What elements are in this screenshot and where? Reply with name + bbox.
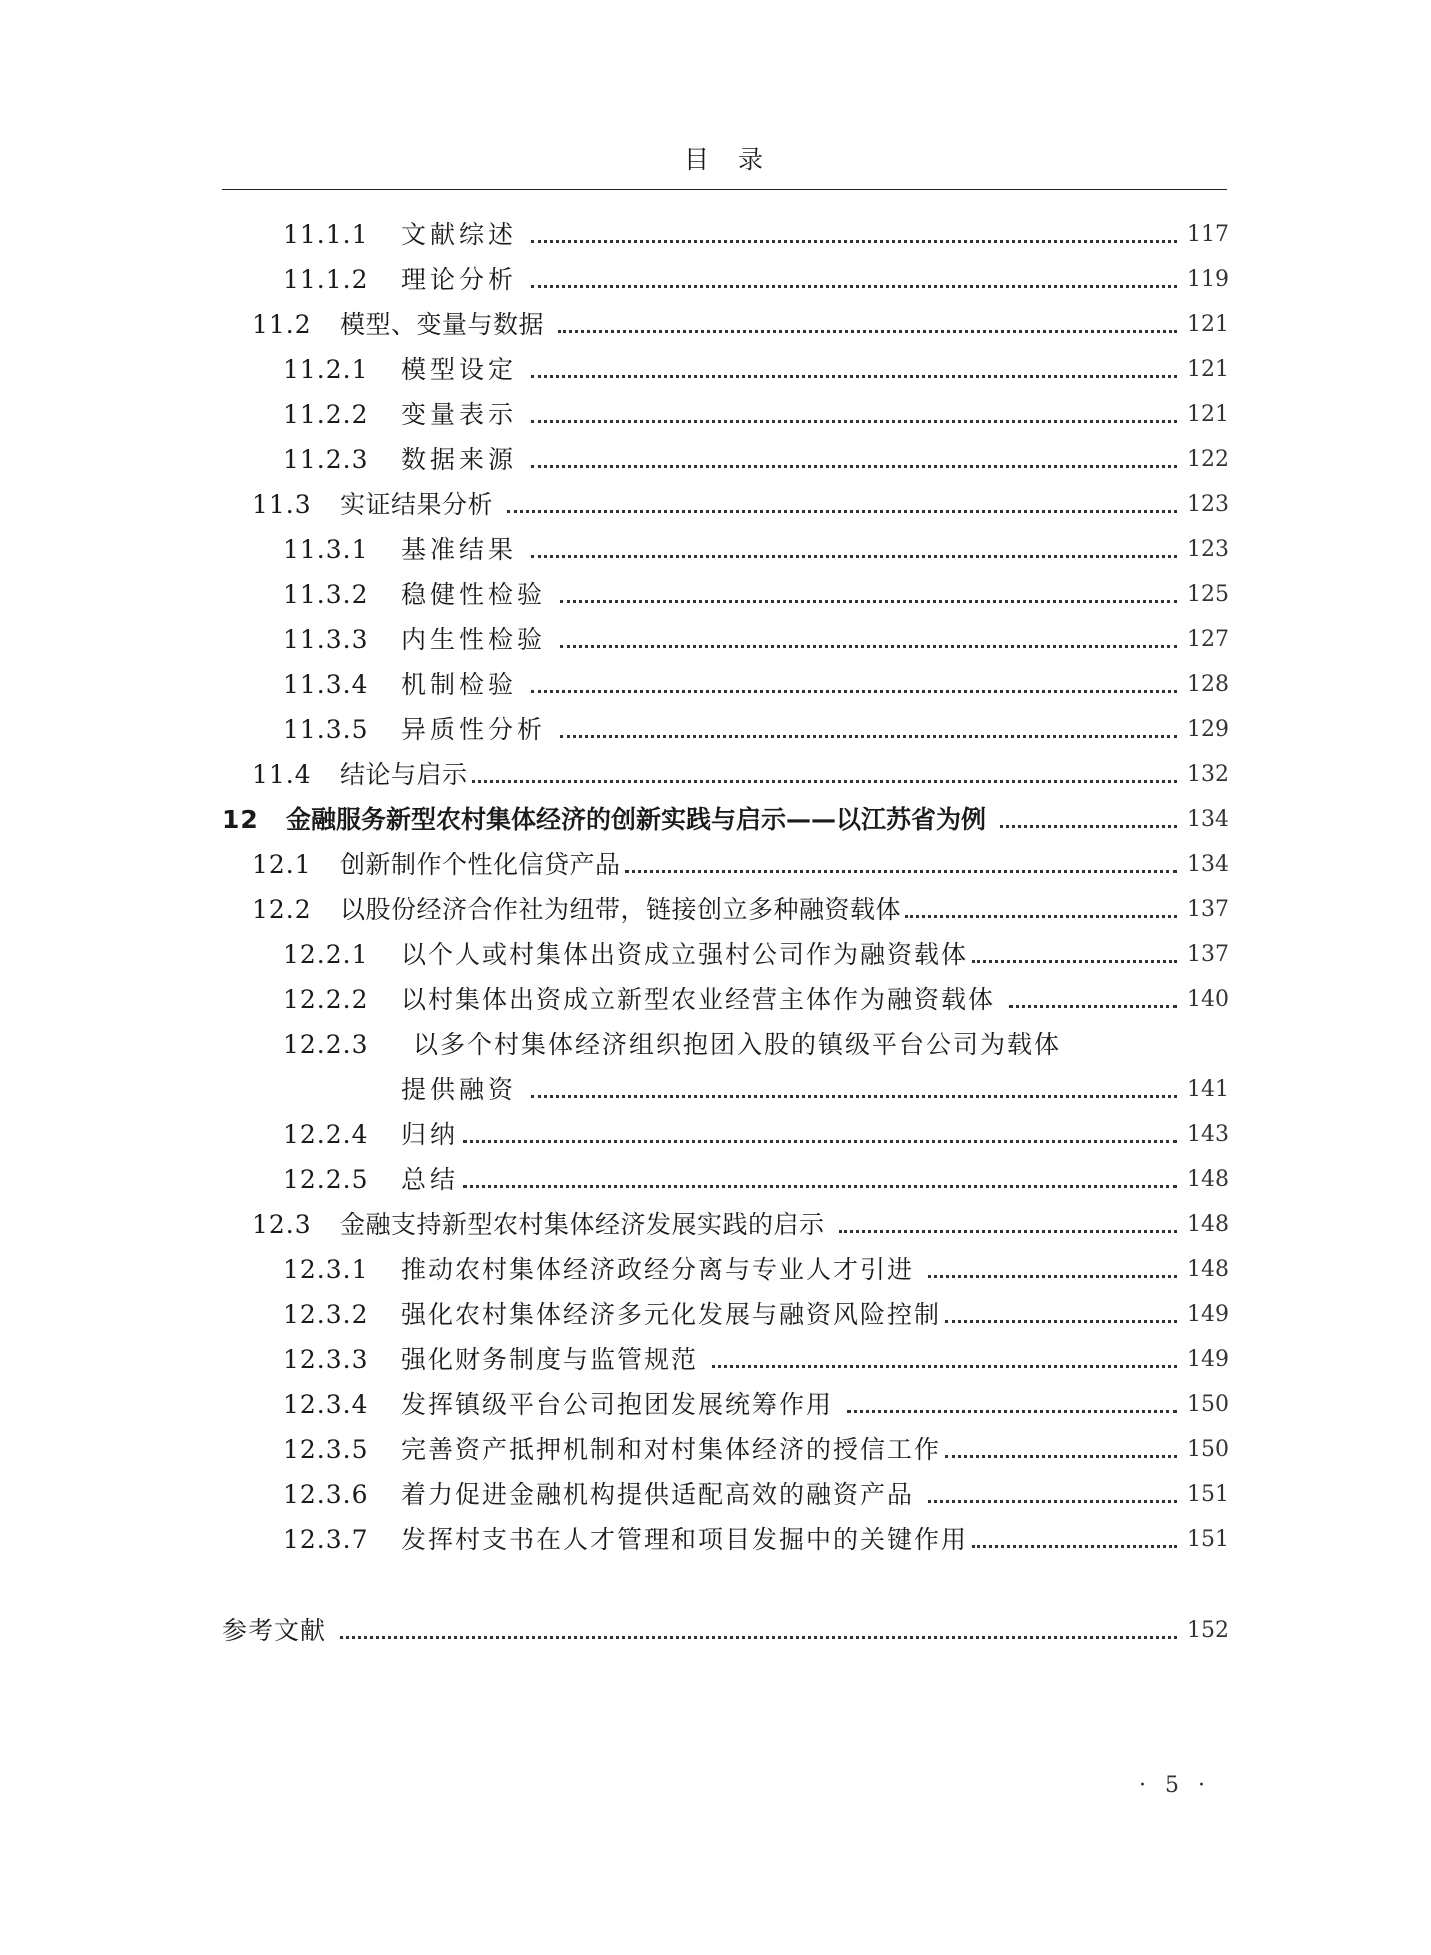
entry-number: 12.2.5 — [283, 1165, 369, 1194]
entry-number: 12.3.4 — [283, 1390, 369, 1419]
entry-title: 模型设定 — [401, 355, 518, 384]
toc-entry[interactable] — [283, 578, 1227, 612]
toc-entry[interactable] — [283, 623, 1227, 657]
dot-leader — [531, 555, 1177, 558]
entry-title: 强化农村集体经济多元化发展与融资风险控制 — [401, 1300, 942, 1329]
entry-number: 11.3.4 — [283, 670, 369, 699]
entry-page: 119 — [1187, 267, 1229, 292]
entry-title: 以股份经济合作社为纽带，链接创立多种融资载体 — [340, 895, 902, 924]
entry-title: 推动农村集体经济政经分离与专业人才引进 — [401, 1255, 915, 1284]
entry-page: 121 — [1187, 402, 1229, 427]
toc-entry[interactable] — [252, 893, 1227, 927]
dot-leader — [558, 330, 1177, 333]
entry-page: 127 — [1187, 627, 1229, 652]
entry-number: 12.3 — [252, 1210, 312, 1239]
dot-leader — [972, 960, 1177, 963]
entry-number: 12.2.2 — [283, 985, 369, 1014]
chapter-title: 金融服务新型农村集体经济的创新实践与启示——以江苏省为例 — [286, 805, 987, 834]
dot-leader — [340, 1636, 1177, 1639]
header-rule — [222, 189, 1227, 190]
toc-entry[interactable] — [283, 1163, 1227, 1197]
entry-title: 稳健性检验 — [401, 580, 547, 609]
dot-leader — [945, 1455, 1177, 1458]
entry-title: 内生性检验 — [401, 625, 547, 654]
entry-number: 11.2.3 — [283, 445, 369, 474]
entry-page: 122 — [1187, 447, 1229, 472]
toc-entry[interactable] — [283, 938, 1227, 972]
entry-title: 以个人或村集体出资成立强村公司作为融资载体 — [401, 940, 969, 969]
toc-entry[interactable] — [283, 1118, 1227, 1152]
dot-leader — [1009, 1005, 1177, 1008]
entry-number: 12.3.5 — [283, 1435, 369, 1464]
toc-entry[interactable] — [283, 218, 1227, 252]
toc-entry[interactable] — [283, 1343, 1227, 1377]
dot-leader — [712, 1365, 1177, 1368]
entry-number: 12.3.2 — [283, 1300, 369, 1329]
toc-entry[interactable] — [283, 1388, 1227, 1422]
entry-title: 以多个村集体经济组织抱团入股的镇级平台公司为载体 — [412, 1030, 1061, 1059]
entry-number: 11.2.2 — [283, 400, 369, 429]
entry-title-continued: 提供融资 — [401, 1075, 518, 1104]
entry-number: 11.3.2 — [283, 580, 369, 609]
entry-number: 12.2.1 — [283, 940, 369, 969]
running-header — [222, 140, 1227, 176]
entry-page: 148 — [1187, 1257, 1229, 1282]
dot-leader — [531, 240, 1177, 243]
entry-number: 11.3.1 — [283, 535, 369, 564]
entry-title: 实证结果分析 — [340, 490, 494, 519]
entry-number: 11.3.3 — [283, 625, 369, 654]
entry-page: 123 — [1187, 537, 1229, 562]
entry-title: 基准结果 — [401, 535, 518, 564]
dot-leader — [928, 1275, 1177, 1278]
entry-title: 异质性分析 — [401, 715, 547, 744]
toc-references-entry[interactable] — [222, 1614, 1227, 1648]
entry-page: 134 — [1187, 807, 1229, 832]
dot-leader — [560, 600, 1177, 603]
chapter-number: 12 — [222, 805, 259, 834]
entry-page: 117 — [1187, 222, 1229, 247]
toc-entry[interactable] — [283, 443, 1227, 477]
dot-leader — [463, 1185, 1177, 1188]
toc-entry[interactable] — [283, 1433, 1227, 1467]
entry-number: 12.2.4 — [283, 1120, 369, 1149]
entry-number: 11.4 — [252, 760, 312, 789]
toc-entry[interactable] — [283, 353, 1227, 387]
toc-entry[interactable] — [252, 1208, 1227, 1242]
entry-page: 152 — [1187, 1618, 1229, 1643]
toc-entry[interactable] — [401, 1073, 1227, 1107]
dot-leader — [531, 420, 1177, 423]
dot-leader — [839, 1230, 1177, 1233]
toc-entry[interactable] — [252, 488, 1227, 522]
entry-page: 140 — [1187, 987, 1229, 1012]
entry-number: 12.1 — [252, 850, 312, 879]
entry-title: 归纳 — [401, 1120, 460, 1149]
entry-number: 11.3 — [252, 490, 312, 519]
entry-page: 132 — [1187, 762, 1229, 787]
entry-page: 151 — [1187, 1482, 1229, 1507]
dot-leader — [531, 285, 1177, 288]
dot-leader — [463, 1140, 1177, 1143]
entry-page: 141 — [1187, 1077, 1229, 1102]
entry-page: 137 — [1187, 897, 1229, 922]
toc-entry[interactable] — [283, 398, 1227, 432]
entry-number: 11.3.5 — [283, 715, 369, 744]
entry-title: 完善资产抵押机制和对村集体经济的授信工作 — [401, 1435, 942, 1464]
toc-entry[interactable] — [283, 983, 1227, 1017]
entry-title: 总结 — [401, 1165, 460, 1194]
dot-leader — [1000, 825, 1177, 828]
entry-page: 134 — [1187, 852, 1229, 877]
page-number: · 5 · — [1139, 1773, 1211, 1798]
dot-leader — [560, 645, 1177, 648]
entry-title: 数据来源 — [401, 445, 518, 474]
dot-leader — [945, 1320, 1177, 1323]
entry-title: 理论分析 — [401, 265, 518, 294]
entry-page: 148 — [1187, 1212, 1229, 1237]
dot-leader — [531, 1095, 1177, 1098]
dot-leader — [972, 1545, 1177, 1548]
entry-page: 143 — [1187, 1122, 1229, 1147]
toc-entry[interactable] — [283, 263, 1227, 297]
toc-entry[interactable] — [252, 308, 1227, 342]
entry-page: 128 — [1187, 672, 1229, 697]
dot-leader — [847, 1410, 1177, 1413]
entry-page: 150 — [1187, 1392, 1229, 1417]
entry-number: 12.2 — [252, 895, 312, 924]
entry-page: 151 — [1187, 1527, 1229, 1552]
toc-chapter-entry[interactable] — [222, 803, 1227, 837]
entry-title: 机制检验 — [401, 670, 518, 699]
entry-number: 12.3.1 — [283, 1255, 369, 1284]
entry-title: 文献综述 — [401, 220, 518, 249]
entry-page: 149 — [1187, 1302, 1229, 1327]
dot-leader — [507, 510, 1177, 513]
entry-number: 12.3.3 — [283, 1345, 369, 1374]
toc-entry[interactable] — [252, 758, 1227, 792]
entry-number: 12.2.3 — [283, 1030, 369, 1059]
entry-title: 金融支持新型农村集体经济发展实践的启示 — [340, 1210, 825, 1239]
entry-page: 149 — [1187, 1347, 1229, 1372]
toc-entry[interactable] — [252, 848, 1227, 882]
dot-leader — [472, 780, 1177, 783]
toc-entry[interactable] — [283, 713, 1227, 747]
entry-number: 12.3.6 — [283, 1480, 369, 1509]
entry-number: 11.1.1 — [283, 220, 369, 249]
entry-title: 强化财务制度与监管规范 — [401, 1345, 699, 1374]
entry-number: 11.2 — [252, 310, 312, 339]
entry-title: 发挥村支书在人才管理和项目发掘中的关键作用 — [401, 1525, 969, 1554]
dot-leader — [560, 735, 1177, 738]
entry-title: 着力促进金融机构提供适配高效的融资产品 — [401, 1480, 915, 1509]
dot-leader — [905, 915, 1177, 918]
entry-number: 12.3.7 — [283, 1525, 369, 1554]
entry-page: 129 — [1187, 717, 1229, 742]
toc-entry[interactable] — [283, 1478, 1227, 1512]
entry-page: 137 — [1187, 942, 1229, 967]
entry-title: 变量表示 — [401, 400, 518, 429]
dot-leader — [531, 465, 1177, 468]
entry-page: 148 — [1187, 1167, 1229, 1192]
toc-entry[interactable] — [283, 533, 1227, 567]
toc-entry[interactable] — [283, 1298, 1227, 1332]
header-title: 目 录 — [683, 145, 765, 174]
toc-entry[interactable] — [283, 1523, 1227, 1557]
toc-entry[interactable] — [283, 1253, 1227, 1287]
entry-title: 模型、变量与数据 — [340, 310, 545, 339]
entry-number: 11.1.2 — [283, 265, 369, 294]
dot-leader — [625, 870, 1177, 873]
toc-entry[interactable] — [283, 668, 1227, 702]
entry-title: 参考文献 — [222, 1616, 327, 1645]
dot-leader — [531, 375, 1177, 378]
entry-page: 123 — [1187, 492, 1229, 517]
dot-leader — [531, 690, 1177, 693]
entry-number: 11.2.1 — [283, 355, 369, 384]
entry-title: 发挥镇级平台公司抱团发展统筹作用 — [401, 1390, 834, 1419]
entry-title: 结论与启示 — [340, 760, 468, 789]
entry-title: 以村集体出资成立新型农业经营主体作为融资载体 — [401, 985, 996, 1014]
entry-page: 150 — [1187, 1437, 1229, 1462]
entry-page: 121 — [1187, 312, 1229, 337]
toc-entry-first-line[interactable] — [283, 1028, 1061, 1062]
entry-title: 创新制作个性化信贷产品 — [340, 850, 621, 879]
dot-leader — [928, 1500, 1177, 1503]
entry-page: 125 — [1187, 582, 1229, 607]
entry-page: 121 — [1187, 357, 1229, 382]
